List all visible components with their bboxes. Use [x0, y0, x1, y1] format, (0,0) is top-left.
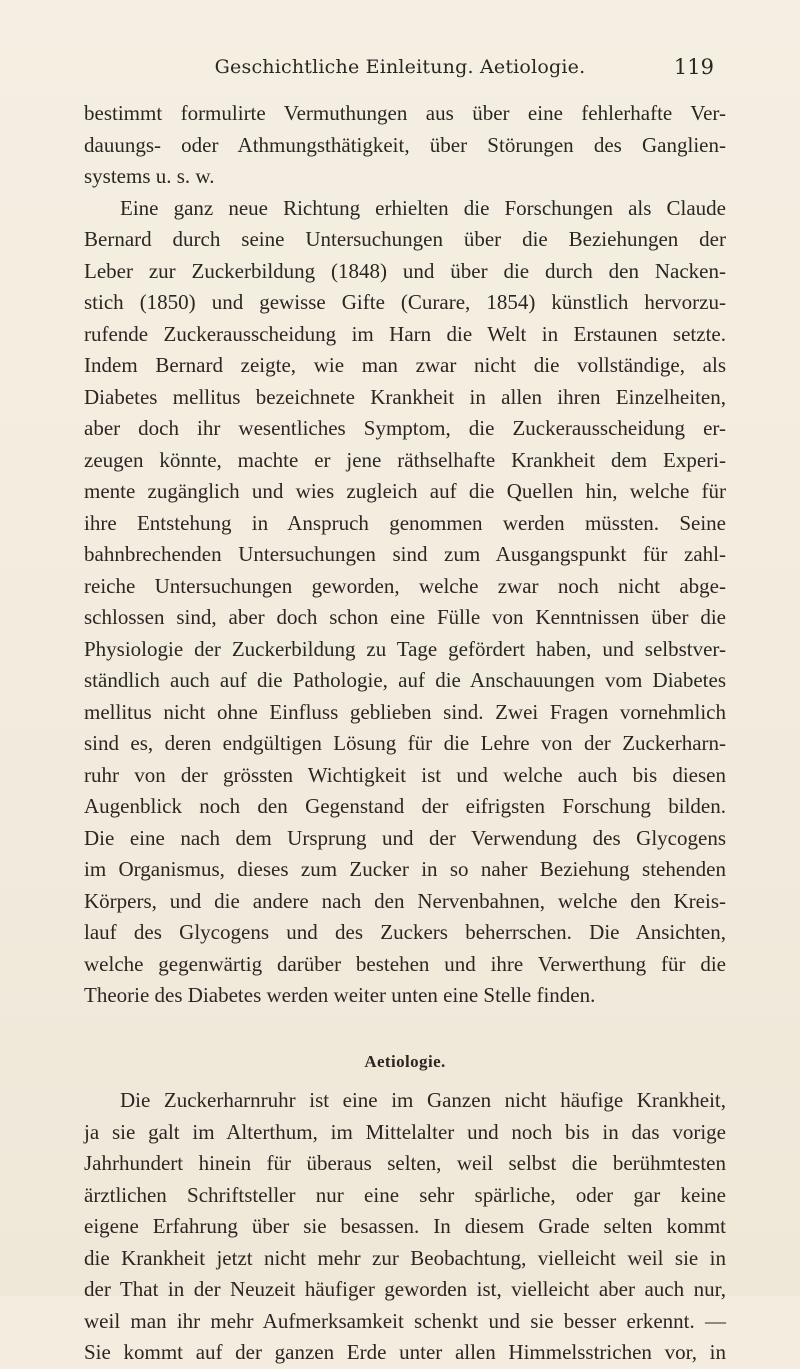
text-line: ständlich auch auf die Pathologie, auf die Anschauungen vom Diabetes [84, 668, 726, 692]
text-line: weil man ihr mehr Aufmerksamkeit schenkt und sie besser erkennt. — [84, 1308, 726, 1333]
running-header [0, 52, 800, 82]
text-line: lauf des Glycogens und des Zuckers beherrschen. Die Ansichten, [84, 920, 726, 944]
text-line: bestimmt formulirte Vermuthungen aus über eine fehlerhafte Ver- [84, 101, 726, 125]
text-line: eigene Erfahrung über sie besassen. In diesem Grade selten kommt [84, 1214, 726, 1238]
text-line: zeugen könnte, machte er jene räthselhafte Krankheit dem Experi- [84, 447, 726, 472]
page-number: 119 [673, 55, 714, 79]
text-line: ruhr von der grössten Wichtigkeit ist und welche auch bis diesen [84, 762, 726, 787]
body-text [84, 98, 726, 1369]
text-line: Theorie des Diabetes werden weiter unten eine Stelle finden. [84, 983, 596, 1007]
paragraph-1 [84, 98, 726, 193]
text-line: die Krankheit jetzt nicht mehr zur Beobachtung, vielleicht weil sie in [84, 1245, 726, 1270]
text-line: schlossen sind, aber doch schon eine Fülle von Kenntnissen über die [84, 605, 726, 629]
text-line: im Organismus, dieses zum Zucker in so naher Beziehung stehenden [84, 857, 726, 881]
text-line: Leber zur Zuckerbildung (1848) und über die durch den Nacken- [84, 258, 726, 283]
text-line: Die Zuckerharnruhr ist eine im Ganzen nicht häufige Krankheit, [120, 1088, 726, 1112]
text-line: ärztlichen Schriftsteller nur eine sehr spärliche, oder gar keine [84, 1182, 726, 1207]
text-line: aber doch ihr wesentliches Symptom, die Zuckerausscheidung er- [84, 416, 726, 440]
header-title: Geschichtliche Einleitung. Aetiologie. [214, 56, 586, 78]
text-line: Körpers, und die andere nach den Nervenbahnen, welche den Kreis- [84, 888, 726, 913]
text-line: Augenblick noch den Gegenstand der eifrigsten Forschung bilden. [84, 794, 726, 818]
text-line: sind es, deren endgültigen Lösung für die Lehre von der Zuckerharn- [84, 731, 726, 755]
text-line: der That in der Neuzeit häufiger geworden ist, vielleicht aber auch nur, [84, 1277, 726, 1301]
text-line: mellitus nicht ohne Einfluss geblieben sind. Zwei Fragen vornehmlich [84, 699, 726, 724]
text-line: dauungs- oder Athmungsthätigkeit, über Störungen des Ganglien- [84, 132, 726, 157]
paragraph-3 [84, 1085, 726, 1369]
text-line: welche gegenwärtig darüber bestehen und ihre Verwerthung für die [84, 951, 726, 976]
text-line: Indem Bernard zeigte, wie man zwar nicht die vollständige, als [84, 353, 726, 377]
text-line: Bernard durch seine Untersuchungen über die Beziehungen der [84, 227, 726, 251]
text-line: ja sie galt im Alterthum, im Mittelalter und noch bis in das vorige [84, 1119, 726, 1144]
text-line: Sie kommt auf der ganzen Erde unter allen Himmelsstrichen vor, in [84, 1340, 726, 1364]
text-line: bahnbrechenden Untersuchungen sind zum Ausgangspunkt für zahl- [84, 542, 726, 566]
text-line: Physiologie der Zuckerbildung zu Tage gefördert haben, und selbstver- [84, 636, 726, 661]
text-line: mente zugänglich und wies zugleich auf die Quellen hin, welche für [84, 479, 726, 503]
text-line: stich (1850) und gewisse Gifte (Curare, 1854) künstlich hervorzu- [84, 290, 726, 314]
text-line: rufende Zuckerausscheidung im Harn die Welt in Erstaunen setzte. [84, 321, 726, 346]
section-heading: Aetiologie. [364, 1051, 446, 1071]
text-line: reiche Untersuchungen geworden, welche zwar noch nicht abge- [84, 573, 726, 598]
text-line: Diabetes mellitus bezeichnete Krankheit in allen ihren Einzelheiten, [84, 384, 726, 409]
text-line: Jahrhundert hinein für überaus selten, weil selbst die berühmtesten [84, 1151, 726, 1175]
text-line: Eine ganz neue Richtung erhielten die Forschungen als Claude [120, 195, 726, 220]
text-line: systems u. s. w. [84, 164, 215, 188]
paragraph-2 [84, 193, 726, 1012]
text-line: Die eine nach dem Ursprung und der Verwendung des Glycogens [84, 825, 726, 850]
text-line: ihre Entstehung in Anspruch genommen werden müssten. Seine [84, 510, 726, 535]
